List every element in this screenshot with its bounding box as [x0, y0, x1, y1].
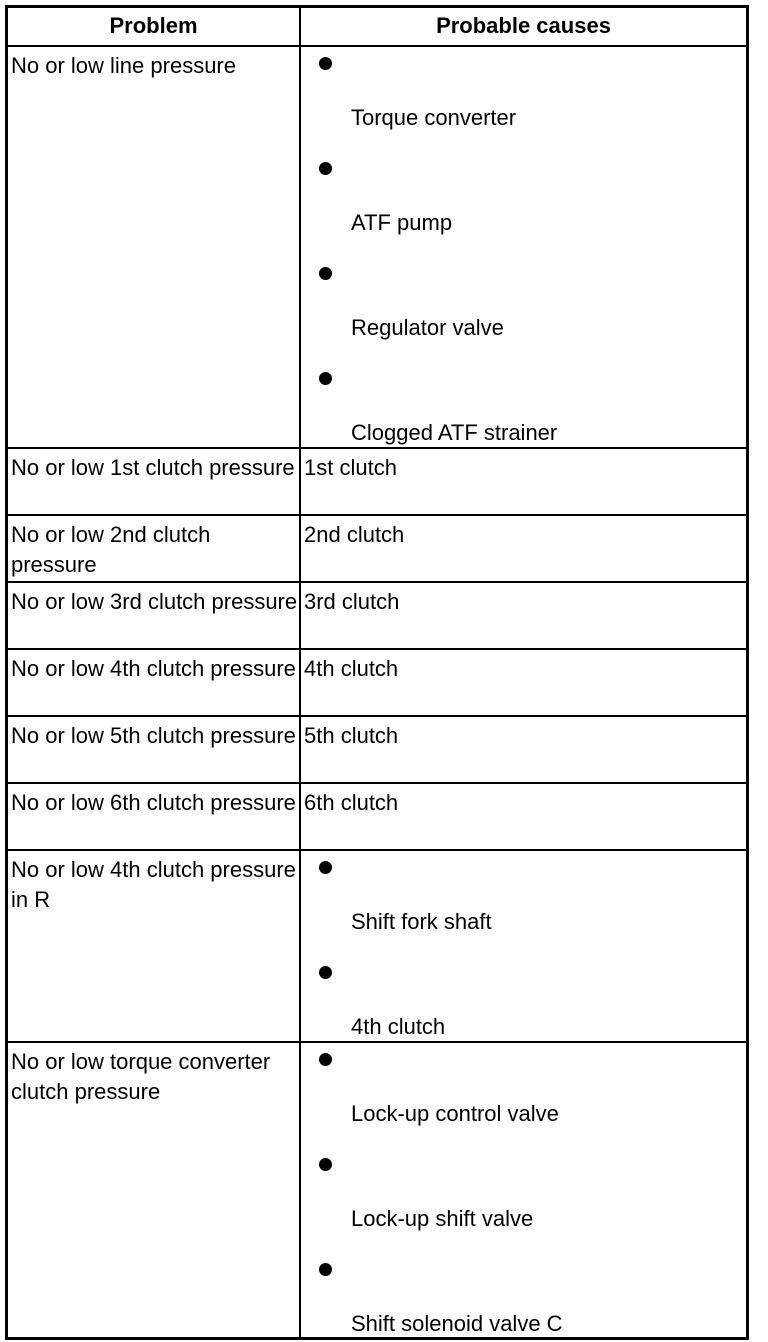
bullet-icon [319, 57, 332, 70]
cause-text: Lock-up shift valve [351, 1206, 534, 1231]
list-item [301, 47, 746, 152]
causes-cell [301, 851, 746, 1041]
problem-cell: No or low torque converter clutch pressure [8, 1043, 301, 1337]
list-item [301, 851, 746, 956]
causes-cell: 2nd clutch [304, 522, 405, 547]
list-item [301, 1253, 746, 1337]
causes-cell [301, 47, 746, 447]
cause-text: Shift solenoid valve C [351, 1311, 563, 1336]
problem-cell: No or low line pressure [8, 47, 301, 447]
causes-cell: 4th clutch [304, 656, 399, 681]
bullet-icon [319, 267, 332, 280]
table-row [8, 447, 746, 514]
table-row [8, 45, 746, 447]
bullet-icon [319, 162, 332, 175]
causes-cell: 3rd clutch [304, 589, 400, 614]
cause-text: 4th clutch [351, 1014, 446, 1039]
table-row [8, 715, 746, 782]
table-row [8, 782, 746, 849]
table-row [8, 1041, 746, 1337]
causes-cell: 6th clutch [304, 790, 399, 815]
header-problem: Problem [8, 8, 301, 45]
problem-cell: No or low 1st clutch pressure [8, 449, 301, 514]
causes-cell: 1st clutch [304, 455, 397, 480]
table-row [8, 581, 746, 648]
table-row [8, 849, 746, 1041]
problem-cell: No or low 4th clutch pressure in R [8, 851, 301, 1041]
bullet-icon [319, 372, 332, 385]
bullet-icon [319, 1158, 332, 1171]
list-item [301, 1043, 746, 1148]
pressure-troubleshooting-table [5, 5, 749, 1340]
bullet-icon [319, 1053, 332, 1066]
header-probable-causes: Probable causes [436, 13, 611, 38]
problem-cell: No or low 6th clutch pressure [8, 784, 301, 849]
cause-text: Torque converter [351, 105, 517, 130]
table-row [8, 514, 746, 581]
cause-text: ATF pump [351, 210, 453, 235]
list-item [301, 956, 746, 1041]
cause-text: Clogged ATF strainer [351, 420, 558, 445]
cause-text: Shift fork shaft [351, 909, 492, 934]
problem-cell: No or low 5th clutch pressure [8, 717, 301, 782]
bullet-icon [319, 966, 332, 979]
table-row [8, 648, 746, 715]
cause-text: Lock-up control valve [351, 1101, 559, 1126]
list-item [301, 1148, 746, 1253]
bullet-icon [319, 861, 332, 874]
list-item [301, 257, 746, 362]
causes-cell: 5th clutch [304, 723, 399, 748]
list-item [301, 362, 746, 449]
problem-cell: No or low 2nd clutch pressure [8, 516, 301, 581]
problem-cell: No or low 3rd clutch pressure [8, 583, 301, 648]
causes-cell [301, 1043, 746, 1337]
problem-cell: No or low 4th clutch pressure [8, 650, 301, 715]
cause-text: Regulator valve [351, 315, 504, 340]
list-item [301, 152, 746, 257]
table-header-row [8, 8, 746, 45]
bullet-icon [319, 1263, 332, 1276]
